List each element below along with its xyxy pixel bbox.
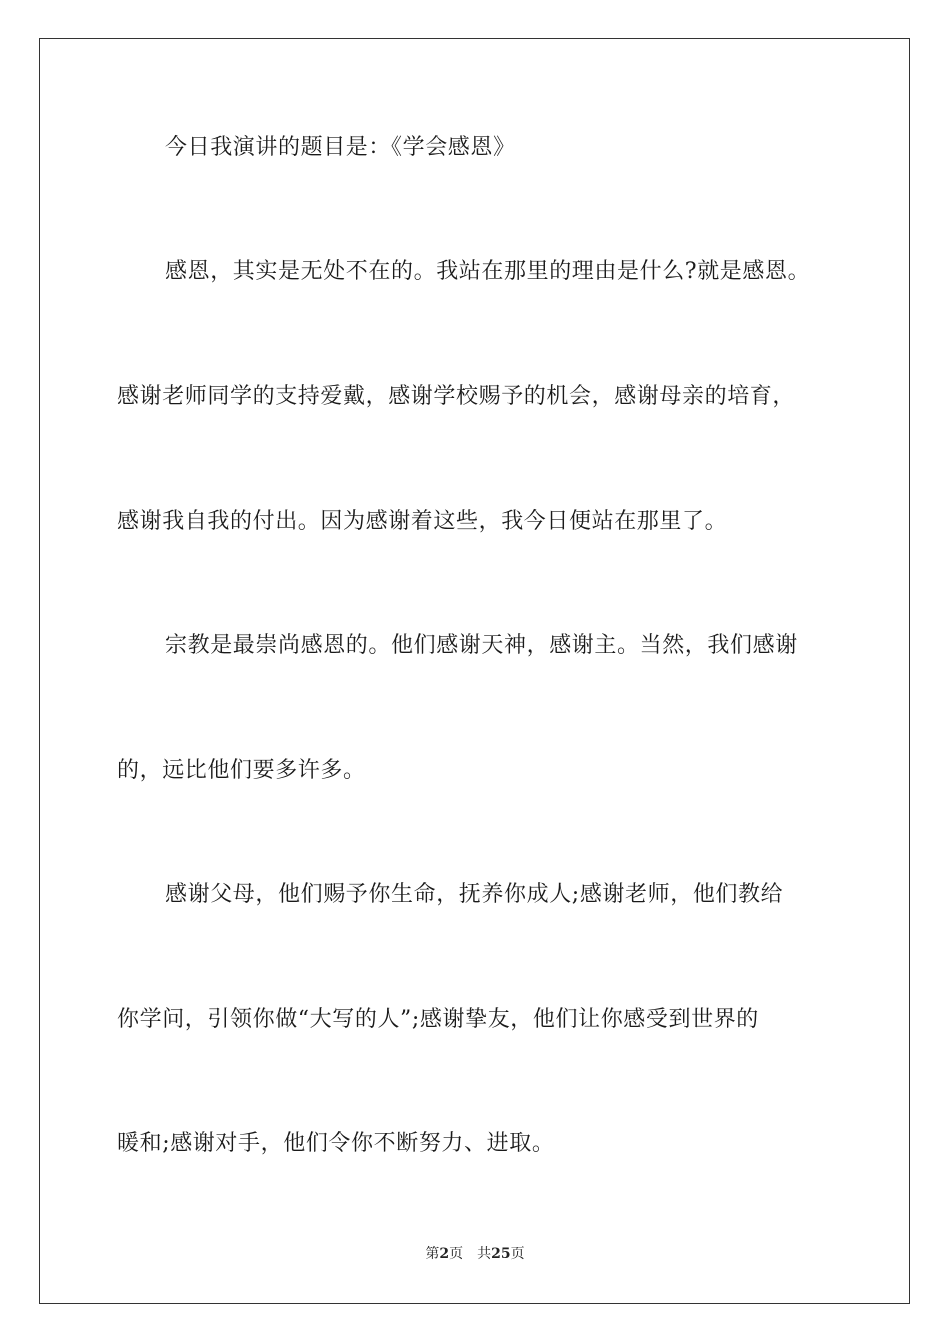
- paragraph-line: 感谢我自我的付出。因为感谢着这些，我今日便站在那里了。: [117, 509, 728, 534]
- page-border: [39, 38, 910, 1304]
- paragraph-line: 感恩，其实是无处不在的。我站在那里的理由是什么?就是感恩。: [165, 259, 811, 284]
- total-pages: 25: [491, 1246, 511, 1262]
- paragraph-line: 感谢父母，他们赐予你生命，抚养你成人;感谢老师，他们教给: [165, 882, 784, 907]
- paragraph-line: 你学问，引领你做“大写的人”;感谢挚友，他们让你感受到世界的: [117, 1007, 759, 1032]
- paragraph-line: 宗教是最崇尚感恩的。他们感谢天神，感谢主。当然，我们感谢: [165, 633, 798, 658]
- paragraph-line: 暖和;感谢对手，他们令你不断努力、进取。: [117, 1131, 555, 1156]
- total-suffix: 页: [510, 1246, 525, 1262]
- paragraph-line: 感谢老师同学的支持爱戴，感谢学校赐予的机会，感谢母亲的培育，: [117, 384, 796, 409]
- paragraph-line: 的，远比他们要多许多。: [117, 758, 366, 783]
- speech-title-line: 今日我演讲的题目是：《学会感恩》: [165, 135, 516, 160]
- page-number: 2: [439, 1246, 450, 1262]
- page-suffix: 页: [449, 1246, 464, 1262]
- page-prefix: 第: [425, 1246, 440, 1262]
- page-footer: [0, 1244, 950, 1264]
- total-prefix: 共: [477, 1246, 492, 1262]
